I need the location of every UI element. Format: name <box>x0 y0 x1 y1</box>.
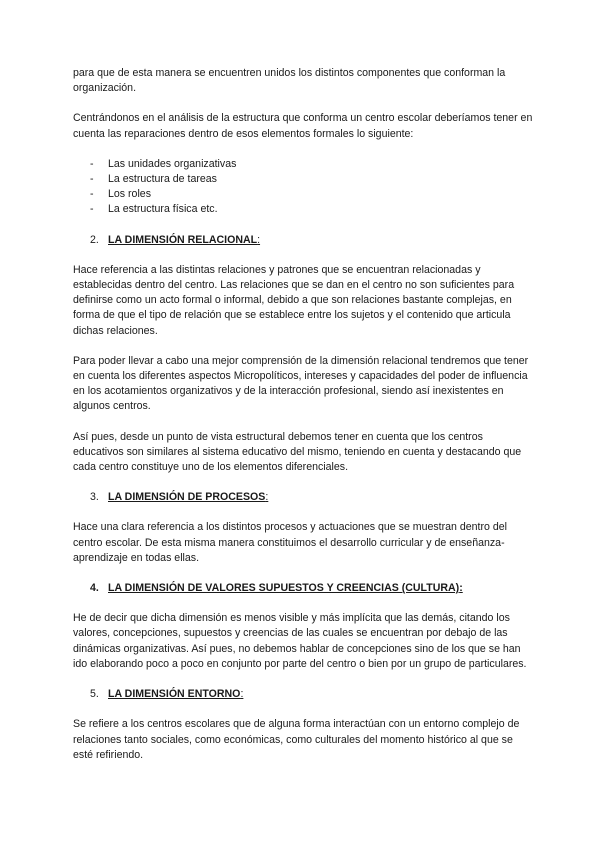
list-item: - Las unidades organizativas <box>73 157 533 172</box>
heading-title: LA DIMENSIÓN DE VALORES SUPUESTOS Y CREENCIAS (CULTURA) <box>108 582 460 595</box>
formal-elements-list <box>73 157 533 218</box>
heading-number: 4. <box>90 582 99 595</box>
paragraph-structure-analysis: Centrándonos en el análisis de la estructura que conforma un centro escolar deberíamos tener en cuenta las reparaciones dentro de esos elementos formales lo siguiente: <box>73 112 533 140</box>
paragraph-procesos: Hace una clara referencia a los distintos procesos y actuaciones que se muestran dentro del centro escolar. De esta misma manera constituimos el desarrollo curricular y de enseñanza-aprendizaje en todas ellas. <box>73 521 507 564</box>
paragraph-relacional-micropolitics: Para poder llevar a cabo una mejor comprensión de la dimensión relacional tendremos que tener en cuenta los diferentes aspectos Micropolíticos, intereses y capacidades del poder de influencia en los acotamientos organizativos y de la interacción profesional, siendo así inexistentes en algunos centros. <box>73 354 529 413</box>
paragraph-intro-continuation: para que de esta manera se encuentren unidos los distintos componentes que conforman la organización. <box>73 67 506 95</box>
heading-title: LA DIMENSIÓN DE PROCESOS <box>108 491 266 504</box>
paragraph-relacional-definition: Hace referencia a las distintas relaciones y patrones que se encuentran relacionadas y establecidas dentro del centro. Las relaciones que se dan en el centro no son suficientes para definirse como un acto formal o informal, debido a que son relaciones bastante complejas, en forma de que el tipo de relación que se establece entre los sujetos y el contenido que articula dichas relaciones. <box>73 263 515 337</box>
list-dash: - <box>90 173 94 186</box>
section-heading-valores: 4. LA DIMENSIÓN DE VALORES SUPUESTOS Y CREENCIAS (CULTURA): <box>73 581 533 596</box>
section-heading-procesos: 3. LA DIMENSIÓN DE PROCESOS: <box>73 490 533 505</box>
list-item: - Los roles <box>73 187 533 202</box>
heading-number: 3. <box>90 491 99 504</box>
paragraph-entorno: Se refiere a los centros escolares que de alguna forma interactúan con un entorno complejo de relaciones tanto sociales, como económicas, como culturales del momento histórico al que se esté refiriendo. <box>73 718 520 761</box>
paragraph-valores: He de decir que dicha dimensión es menos visible y más implícita que las demás, citando los valores, concepciones, supuestos y creencias de las cuales se encuentran por debajo de las dinámicas organizativas. Así pues, no debemos hablar de concepciones sino de los que se han ido elaborando poco a poco en conjunto por parte del centro o bien por un grupo de particulares. <box>73 612 527 670</box>
heading-number: 2. <box>90 233 99 246</box>
heading-title: LA DIMENSIÓN RELACIONAL <box>108 233 258 246</box>
list-dash: - <box>90 203 94 216</box>
paragraph-relacional-structural: Así pues, desde un punto de vista estructural debemos tener en cuenta que los centros educativos son similares al sistema educativo del mismo, teniendo en cuenta y destacando que cada centro constituye uno de los elementos diferenciales. <box>73 430 522 474</box>
list-dash: - <box>90 188 94 201</box>
document-page <box>73 66 533 778</box>
list-dash: - <box>90 157 94 170</box>
section-heading-entorno: 5. LA DIMENSIÓN ENTORNO: <box>73 687 533 702</box>
section-heading-relacional: 2. LA DIMENSIÓN RELACIONAL: <box>73 233 533 248</box>
heading-title: LA DIMENSIÓN ENTORNO <box>108 688 241 701</box>
list-item: - La estructura de tareas <box>73 172 533 187</box>
list-item: - La estructura física etc. <box>73 202 533 217</box>
heading-number: 5. <box>90 688 99 701</box>
